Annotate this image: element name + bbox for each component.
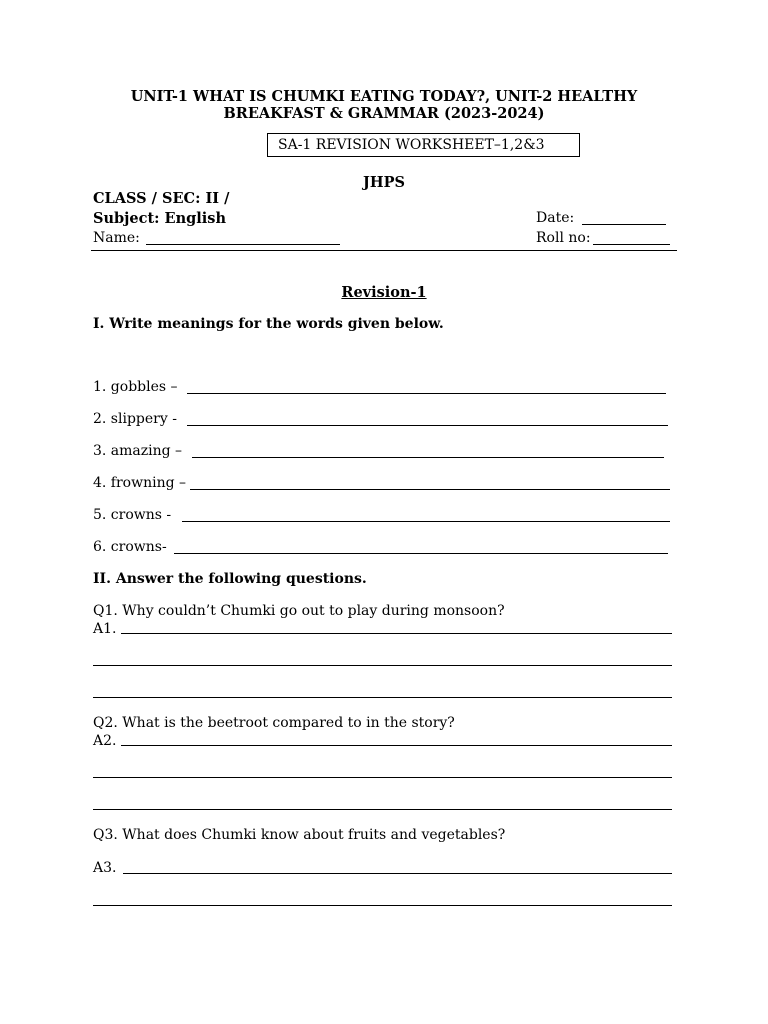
answer-blank-2[interactable] [187, 425, 668, 426]
worksheet-label-box: SA-1 REVISION WORKSHEET–1,2&3 [267, 133, 580, 157]
roll-blank[interactable] [593, 244, 670, 245]
date-field[interactable] [536, 210, 574, 226]
answer3-line-2[interactable] [93, 905, 672, 906]
name-label: Name: [93, 230, 140, 246]
date-label: Date: [536, 210, 575, 226]
question-2: Q2. What is the beetroot compared to in the story? [93, 715, 455, 731]
word-item-1: 1. gobbles – [93, 379, 178, 395]
title-line-1: UNIT-1 WHAT IS CHUMKI EATING TODAY?, UNIT-2 HEALTHY [130, 88, 638, 105]
word-item-6: 6. crowns- [93, 539, 167, 555]
class-value: : II / [195, 190, 230, 207]
header-divider [91, 250, 677, 251]
school-name: JHPS [363, 174, 405, 191]
answer-blank-4[interactable] [190, 489, 670, 490]
question-3: Q3. What does Chumki know about fruits and vegetables? [93, 827, 506, 843]
roll-label: Roll no: [536, 230, 591, 246]
name-field[interactable] [93, 230, 140, 246]
class-sec-row [93, 190, 229, 207]
answer2-line-2[interactable] [93, 777, 672, 778]
answer-label-2: A2. [93, 733, 117, 749]
question-1: Q1. Why couldn’t Chumki go out to play during monsoon? [93, 603, 505, 619]
word-item-5: 5. crowns - [93, 507, 172, 523]
answer1-line-1[interactable] [121, 633, 672, 634]
title-line-2: BREAKFAST & GRAMMAR (2023-2024) [223, 105, 545, 122]
answer2-line-3[interactable] [93, 809, 672, 810]
answer-blank-1[interactable] [187, 393, 666, 394]
answer-blank-3[interactable] [192, 457, 664, 458]
date-blank[interactable] [582, 224, 666, 225]
answer1-line-2[interactable] [93, 665, 672, 666]
section2-heading: II. Answer the following questions. [93, 571, 367, 587]
word-item-2: 2. slippery - [93, 411, 177, 427]
answer-label-1: A1. [93, 621, 117, 637]
class-label: CLASS / SEC [93, 190, 196, 207]
word-item-3: 3. amazing – [93, 443, 183, 459]
roll-field[interactable] [536, 230, 591, 246]
answer-blank-6[interactable] [174, 553, 668, 554]
revision-title: Revision-1 [341, 284, 427, 301]
section1-heading: I. Write meanings for the words given below. [93, 316, 444, 332]
answer1-line-3[interactable] [93, 697, 672, 698]
answer2-line-1[interactable] [121, 745, 672, 746]
name-blank[interactable] [146, 244, 340, 245]
answer-label-3: A3. [93, 860, 117, 876]
answer3-line-1[interactable] [123, 873, 672, 874]
word-item-4: 4. frowning – [93, 475, 187, 491]
answer-blank-5[interactable] [182, 521, 670, 522]
subject-label: Subject: English [93, 210, 227, 227]
